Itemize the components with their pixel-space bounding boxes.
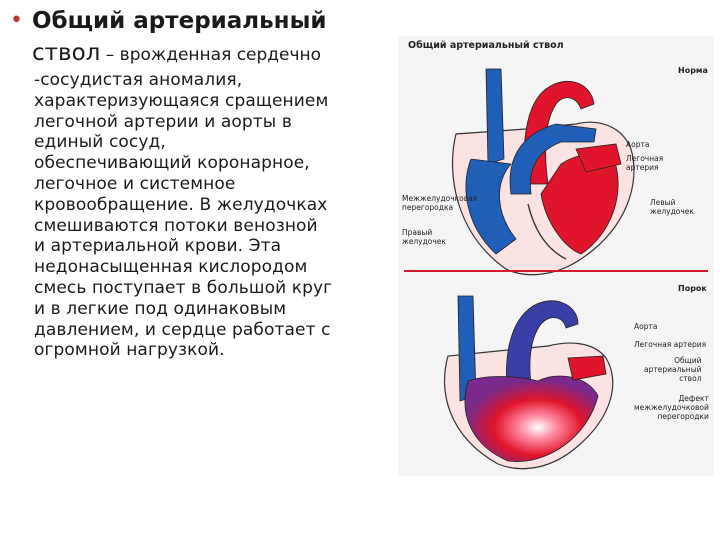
definition-start: – врожденная сердечно [100,45,322,65]
normal-heart-illustration [416,64,656,284]
label-septum-normal: Межжелудочковая перегородка [402,194,478,212]
body-line: давлением, и сердце работает с [34,319,331,340]
label-septal-defect: Дефект межжелудочковой перегородки [634,394,709,421]
title-bold: Общий артериальный [32,8,327,34]
label-aorta-normal: Аорта [626,140,650,149]
body-line: кровообращение. В желудочках [34,194,328,215]
title-word: ствол [32,40,101,66]
defect-tag: Порок [678,284,707,293]
body-line: характеризующаяся сращением [34,90,329,111]
defect-heart-illustration [428,286,628,471]
body-line: легочной артерии и аорты в [34,111,292,132]
label-right-ventricle: Правый желудочек [402,228,446,246]
body-line: смешиваются потоки венозной [34,215,318,236]
slide-text [10,6,402,361]
body-text [10,70,402,361]
body-line: огромной нагрузкой. [34,340,225,361]
body-line: -сосудистая аномалия, [34,70,243,90]
body-line: недонасыщенная кислородом [34,257,308,278]
figure-title: Общий артериальный ствол [408,40,564,51]
bullet-icon: • [10,8,23,33]
body-line: обеспечивающий коронарное, [34,153,310,174]
body-line: и в легкие под одинаковым [34,298,287,319]
label-pulmonary-artery-normal: Легочная артерия [626,154,664,172]
label-aorta-defect: Аорта [634,322,658,331]
body-line: легочное и системное [34,173,236,194]
heart-figure [398,36,714,476]
body-line: и артериальной крови. Эта [34,236,282,257]
title-line [10,6,402,38]
body-line: смесь поступает в большой круг [34,277,333,298]
title-line-2 [10,38,402,70]
label-pulmonary-artery-defect: Легочная артерия [634,340,707,349]
body-line: единый сосуд, [34,132,166,153]
normal-tag: Норма [678,66,708,75]
label-common-trunk: Общий артериальный ствол [644,356,702,383]
panel-divider [404,270,708,272]
label-left-ventricle: Левый желудочек [650,198,694,216]
